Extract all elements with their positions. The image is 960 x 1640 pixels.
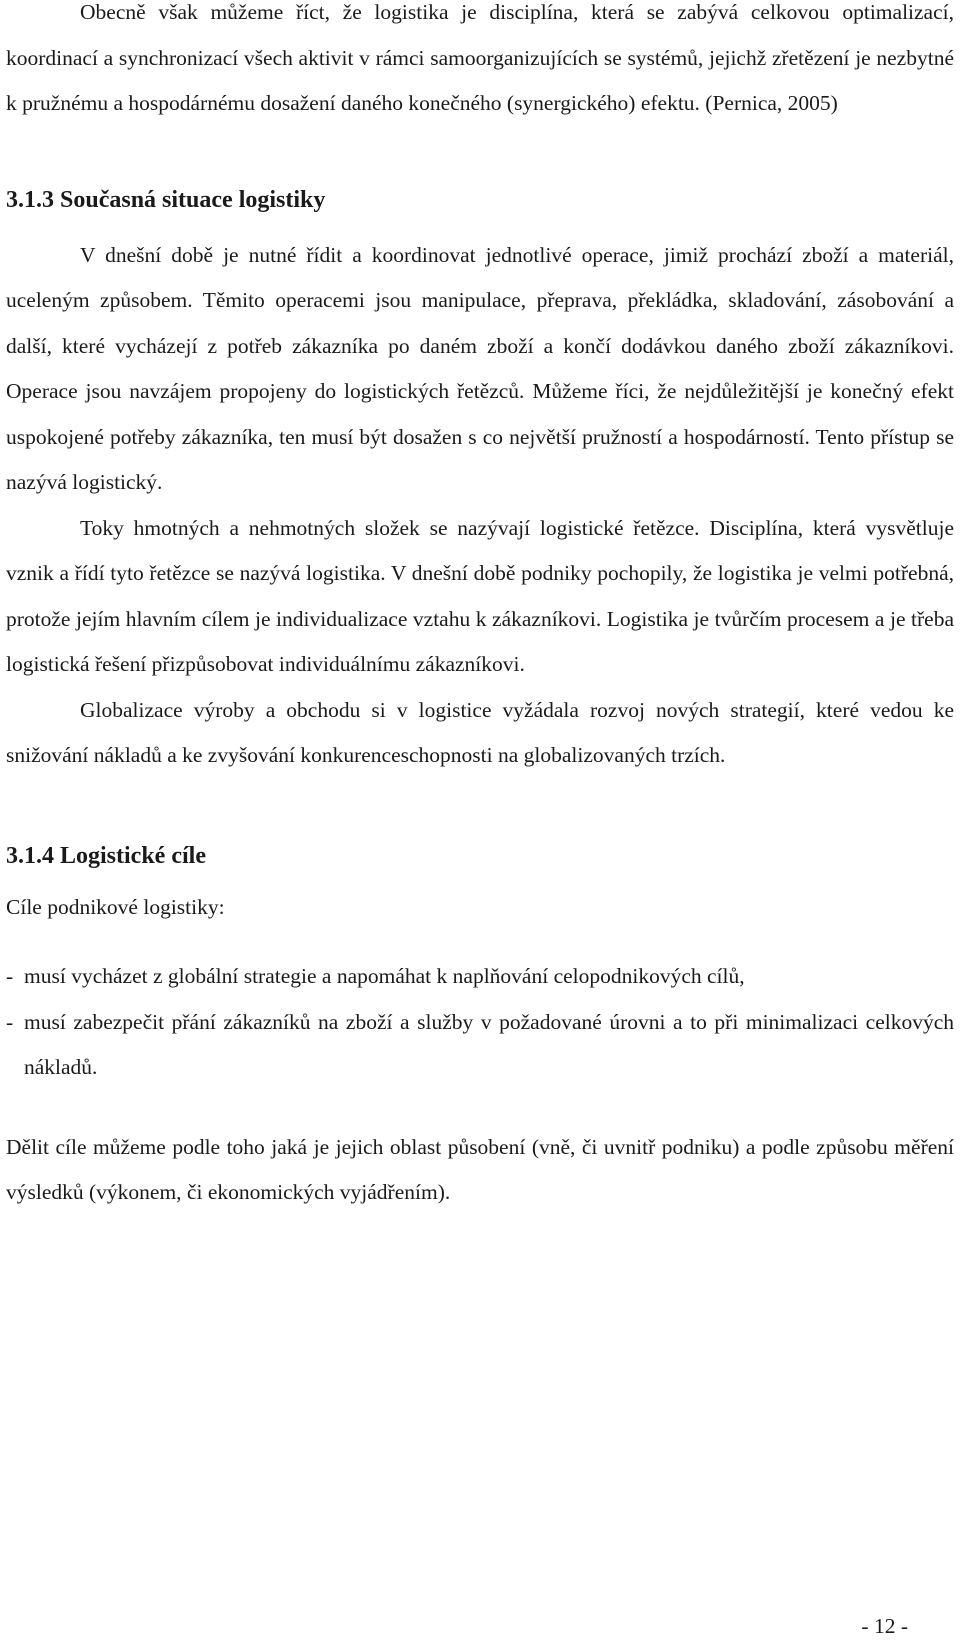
- closing-paragraph: Dělit cíle můžeme podle toho jaká je jejich oblast působení (vně, či uvnitř podniku) a podle způsobu měření výsledků (výkonem, či ekonomických vyjádřením).: [6, 1134, 954, 1204]
- goals-list: [6, 954, 954, 1091]
- goals-list-item: [6, 1000, 954, 1091]
- bullet-dash: -: [6, 1009, 14, 1034]
- page-number: - 12 -: [861, 1614, 908, 1638]
- goals-list-item-text: musí zabezpečit přání zákazníků na zboží a služby v požadované úrovni a to při minimalizaci celkových nákladů.: [24, 1009, 954, 1079]
- goals-intro: Cíle podnikové logistiky:: [6, 894, 225, 919]
- current-situation-paragraph-1: V dnešní době je nutné řídit a koordinovat jednotlivé operace, jimiž prochází zboží a materiál, uceleným způsobem. Těmito operacemi jsou manipulace, přeprava, překládka, skladování, zásobování a další, které vycházejí z potřeb zákazníka po daném zboží a končí dodávkou daného zboží zákazníkovi. Operace jsou navzájem propojeny do logistických řetězců. Můžeme říci, že nejdůležitější je konečný efekt uspokojené potřeby zákazníka, ten musí být dosažen s co největší pružností a hospodárností. Tento přístup se nazývá logistický.: [6, 242, 954, 494]
- goals-list-item: [6, 954, 954, 1000]
- document-body: [6, 0, 954, 1216]
- current-situation-paragraph-3: Globalizace výroby a obchodu si v logistice vyžádala rozvoj nových strategií, které vedou ke snižování nákladů a ke zvyšování konkurenceschopnosti na globalizovaných trzích.: [6, 697, 954, 767]
- current-situation-paragraph-2: Toky hmotných a nehmotných složek se nazývají logistické řetězce. Disciplína, která vysvětluje vznik a řídí tyto řetězce se nazývá logistika. V dnešní době podniky pochopily, že logistika je velmi potřebná, protože jejím hlavním cílem je individualizace vztahu k zákazníkovi. Logistika je tvůrčím procesem a je třeba logistická řešení přizpůsobovat individuálnímu zákazníkovi.: [6, 515, 954, 676]
- section-heading-logistics-goals: 3.1.4 Logistické cíle: [6, 842, 206, 869]
- goals-list-item-text: musí vycházet z globální strategie a napomáhat k naplňování celopodnikových cílů,: [24, 964, 745, 988]
- intro-paragraph: Obecně však můžeme říct, že logistika je disciplína, která se zabývá celkovou optimalizací, koordinací a synchronizací všech aktivit v rámci samoorganizujících se systémů, jejichž zřetězení je nezbytné k pružnému a hospodárnému dosažení daného konečného (synergického) efektu. (Pernica, 2005): [6, 0, 954, 115]
- bullet-dash: -: [6, 964, 14, 988]
- section-heading-current-situation: 3.1.3 Současná situace logistiky: [6, 186, 326, 213]
